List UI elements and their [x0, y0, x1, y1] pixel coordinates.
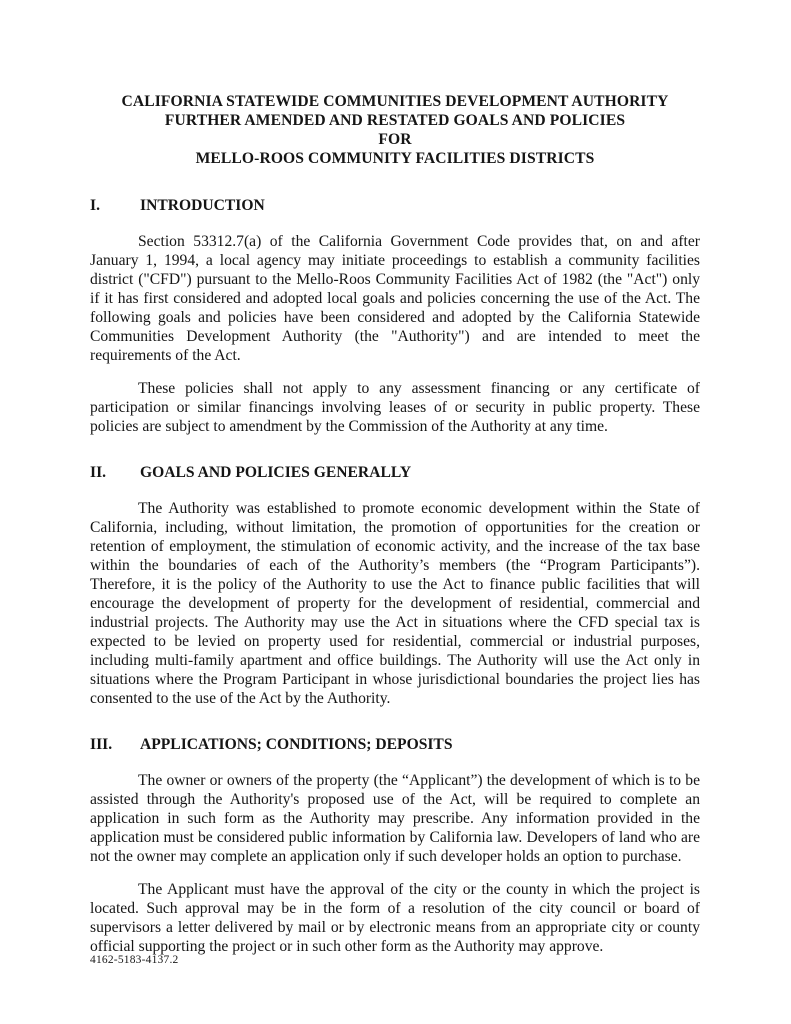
section-heading-introduction — [90, 196, 700, 215]
section-introduction — [90, 196, 700, 436]
paragraph: The Applicant must have the approval of the city or the county in which the project is located. Such approval may be in the form of a resolution of the city council or board of supervisors a letter delivered by mail or by electronic means from an appropriate city or county official supporting the project or in such other form as the Authority may approve. — [90, 881, 700, 955]
section-heading-applications — [90, 735, 700, 754]
section-numeral: II. — [90, 464, 107, 481]
paragraph: The Authority was established to promote economic development within the State of California, including, without limitation, the promotion of opportunities for the creation or retention of employment, the stimulation of economic activity, and the increase of the tax base within the boundaries of each of the Authority’s members (the “Program Participants”). Therefore, it is the policy of the Authority to use the Act to finance public facilities that will encourage the development of property for the development of residential, commercial and industrial projects. The Authority may use the Act in situations where the CFD special tax is expected to be levied on property used for residential, commercial or industrial purposes, including multi-family apartment and office buildings. The Authority will use the Act only in situations where the Program Participant in whose jurisdictional boundaries the project lies has consented to the use of the Act by the Authority. — [90, 500, 700, 707]
document-number: 4162-5183-4137.2 — [90, 954, 179, 966]
section-heading-text: GOALS AND POLICIES GENERALLY — [140, 464, 412, 481]
paragraph: Section 53312.7(a) of the California Government Code provides that, on and after January 1, 1994, a local agency may initiate proceedings to establish a community facilities district ("CFD") pursuant to the Mello-Roos Community Facilities Act of 1982 (the "Act") only if it has first considered and adopted local goals and policies concerning the use of the Act. The following goals and policies have been considered and adopted by the California Statewide Communities Development Authority (the "Authority") and are intended to meet the requirements of the Act. — [90, 233, 700, 364]
document-number-footer — [90, 951, 178, 970]
title-line-1: CALIFORNIA STATEWIDE COMMUNITIES DEVELOPMENT AUTHORITY — [121, 93, 669, 110]
section-heading-text: APPLICATIONS; CONDITIONS; DEPOSITS — [140, 736, 453, 753]
title-line-3: FOR — [378, 131, 412, 148]
section-numeral: I. — [90, 197, 100, 214]
section-heading-text: INTRODUCTION — [140, 197, 265, 214]
section-heading-goals-and-policies — [90, 463, 700, 482]
section-goals-and-policies — [90, 463, 700, 708]
document-title — [90, 92, 700, 168]
paragraph: These policies shall not apply to any assessment financing or any certificate of participation or similar financings involving leases of or security in public property. These policies are subject to amendment by the Commission of the Authority at any time. — [90, 380, 700, 435]
title-line-4: MELLO-ROOS COMMUNITY FACILITIES DISTRICTS — [195, 150, 595, 167]
paragraph: The owner or owners of the property (the “Applicant”) the development of which is to be assisted through the Authority's proposed use of the Act, will be required to complete an application in such form as the Authority may prescribe. Any information provided in the application must be considered public information by California law. Developers of land who are not the owner may complete an application only if such developer holds an option to purchase. — [90, 772, 700, 865]
section-numeral: III. — [90, 736, 113, 753]
title-line-2: FURTHER AMENDED AND RESTATED GOALS AND POLICIES — [164, 112, 626, 129]
section-applications-conditions-deposits — [90, 735, 700, 956]
